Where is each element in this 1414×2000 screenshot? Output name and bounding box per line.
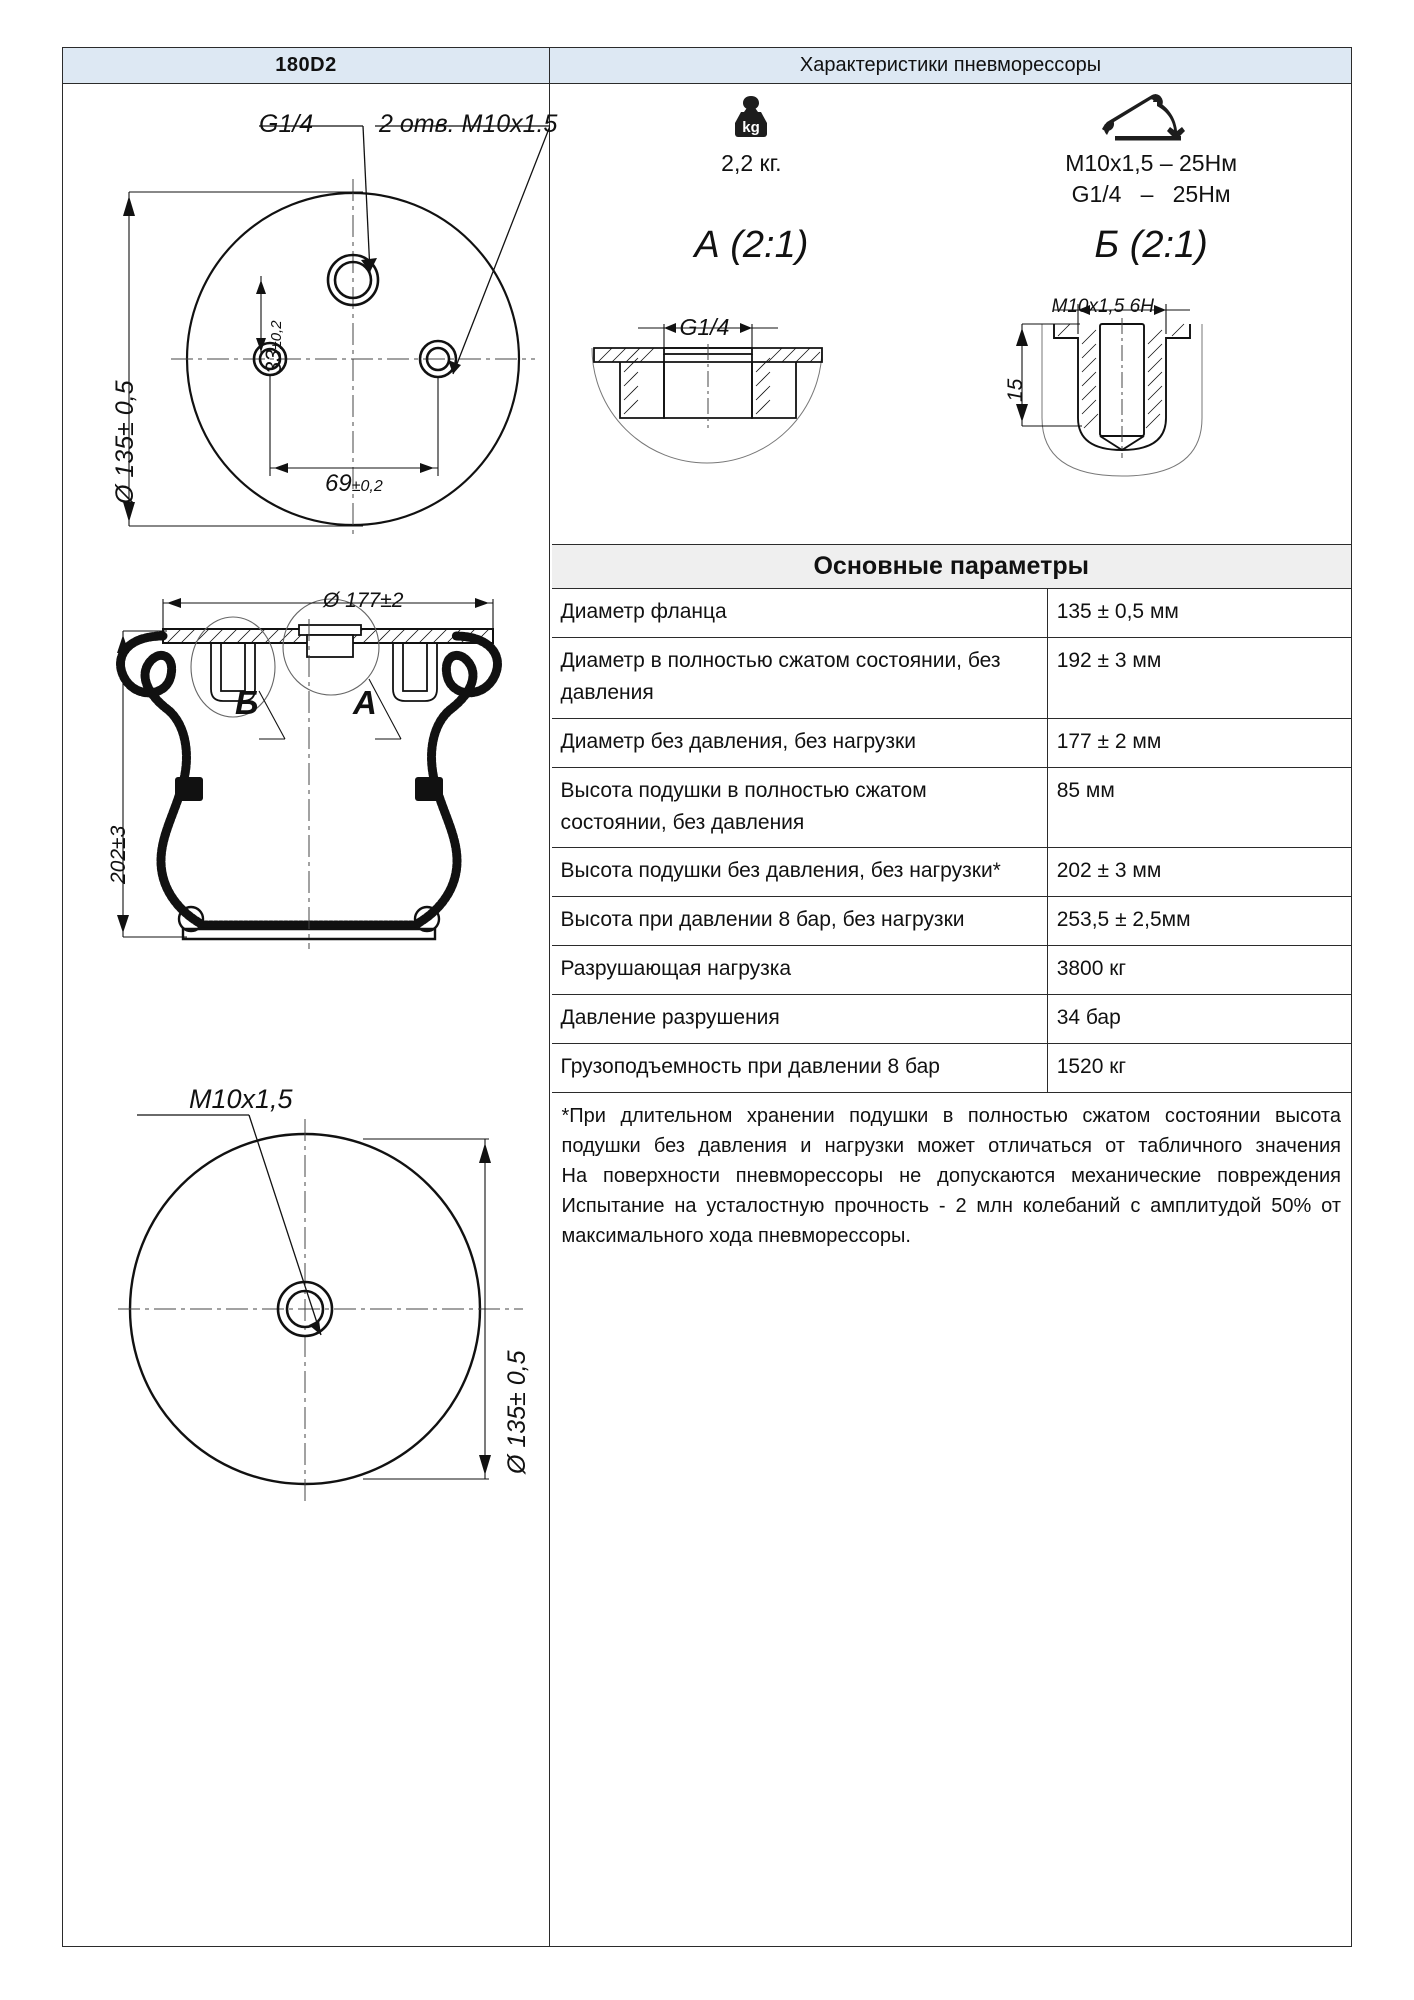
bottom-view-thread-label: M10x1,5 [189, 1084, 293, 1114]
torque-line-m10: M10x1,5 – 25Нм [1065, 150, 1238, 176]
param-key: Диаметр в полностью сжатом состоянии, без давления [552, 637, 1048, 718]
torque-values [951, 148, 1351, 210]
section-dim-177: Ø 177±2 [323, 589, 404, 612]
param-value: 177 ± 2 мм [1047, 718, 1351, 767]
top-view-dim-135: Ø 135± 0,5 [111, 380, 139, 504]
section-view-drawing [63, 539, 550, 1039]
icon-summary-row [552, 90, 1352, 210]
note-storage: *При длительном хранении подушки в полностью сжатом состоянии высота подушки без давления и нагрузки может отличаться от табличного значения [561, 1104, 1341, 1157]
param-key: Высота подушки в полностью сжатом состоянии, без давления [552, 767, 1048, 848]
characteristics-title-cell: Характеристики пневморессоры [550, 48, 1351, 83]
detail-a-dim-label: G1/4 [679, 314, 730, 340]
table-row [552, 848, 1352, 897]
dim-33-value: 33 [261, 349, 286, 374]
part-number-cell: 180D2 [63, 48, 550, 83]
detail-a-drawing [572, 310, 952, 490]
torque-line-g14: G1/4 – 25Нм [1071, 181, 1231, 208]
parameters-section [552, 544, 1352, 1261]
torque-box [951, 90, 1351, 210]
param-key: Диаметр фланца [552, 589, 1048, 638]
table-row [552, 946, 1352, 995]
note-fatigue: Испытание на усталостную прочность - 2 млн колебаний с амплитудой 50% от максимального хода пневморессоры. [561, 1194, 1341, 1247]
svg-text:kg: kg [742, 119, 761, 136]
detail-b-drawing [982, 298, 1332, 498]
section-dim-202: 202±3 [107, 825, 130, 884]
dim-33-tolerance: ±0,2 [268, 320, 285, 350]
param-key: Высота при давлении 8 бар, без нагрузки [552, 897, 1048, 946]
top-view-dim-33 [261, 320, 287, 374]
parameters-table-body [552, 589, 1352, 1093]
bottom-view-dim-135: Ø 135± 0,5 [503, 1350, 531, 1474]
table-row [552, 637, 1352, 718]
table-row [552, 718, 1352, 767]
top-view-g14-label: G1/4 [259, 110, 314, 138]
sheet-header [63, 48, 1351, 84]
wrench-torque-icon [951, 90, 1351, 148]
dim-69-tolerance: ±0,2 [351, 478, 383, 495]
dim-69-value: 69 [325, 470, 352, 497]
table-row [552, 897, 1352, 946]
param-value: 253,5 ± 2,5мм [1047, 897, 1351, 946]
param-value: 34 бар [1047, 995, 1351, 1044]
param-key: Диаметр без давления, без нагрузки [552, 718, 1048, 767]
param-value: 85 мм [1047, 767, 1351, 848]
param-value: 202 ± 3 мм [1047, 848, 1351, 897]
notes-block [552, 1093, 1352, 1261]
detail-views [552, 284, 1352, 494]
drawings-column [63, 84, 558, 1946]
table-row [552, 589, 1352, 638]
parameters-table-title: Основные параметры [552, 545, 1352, 589]
param-value: 192 ± 3 мм [1047, 637, 1351, 718]
drawing-sheet [62, 47, 1352, 1947]
bottom-view-drawing [63, 1039, 550, 1519]
detail-b-title: Б (2:1) [1094, 224, 1208, 266]
note-surface: На поверхности пневморессоры не допускаются механические повреждения [561, 1164, 1341, 1187]
table-row [552, 995, 1352, 1044]
param-key: Разрушающая нагрузка [552, 946, 1048, 995]
specifications-column [552, 84, 1352, 1946]
table-row [552, 767, 1352, 848]
top-view-dim-69 [325, 470, 383, 498]
top-view-holes-label: 2 отв. M10x1.5 [379, 110, 558, 138]
param-value: 1520 кг [1047, 1044, 1351, 1093]
weight-box [552, 90, 952, 210]
detail-view-titles [552, 224, 1352, 267]
param-value: 3800 кг [1047, 946, 1351, 995]
weight-value: 2,2 кг. [721, 150, 782, 176]
param-value: 135 ± 0,5 мм [1047, 589, 1351, 638]
kg-weight-icon [552, 90, 952, 148]
param-key: Грузоподъемность при давлении 8 бар [552, 1044, 1048, 1093]
section-callout-a: А [353, 684, 377, 721]
detail-a-title: А (2:1) [694, 224, 809, 266]
detail-b-thread-label: M10x1,5 6H [1051, 296, 1154, 317]
parameters-table [552, 545, 1352, 1093]
table-row [552, 1044, 1352, 1093]
section-callout-b: Б [235, 684, 259, 721]
param-key: Высота подушки без давления, без нагрузки* [552, 848, 1048, 897]
detail-b-depth-label: 15 [1003, 378, 1027, 402]
param-key: Давление разрушения [552, 995, 1048, 1044]
